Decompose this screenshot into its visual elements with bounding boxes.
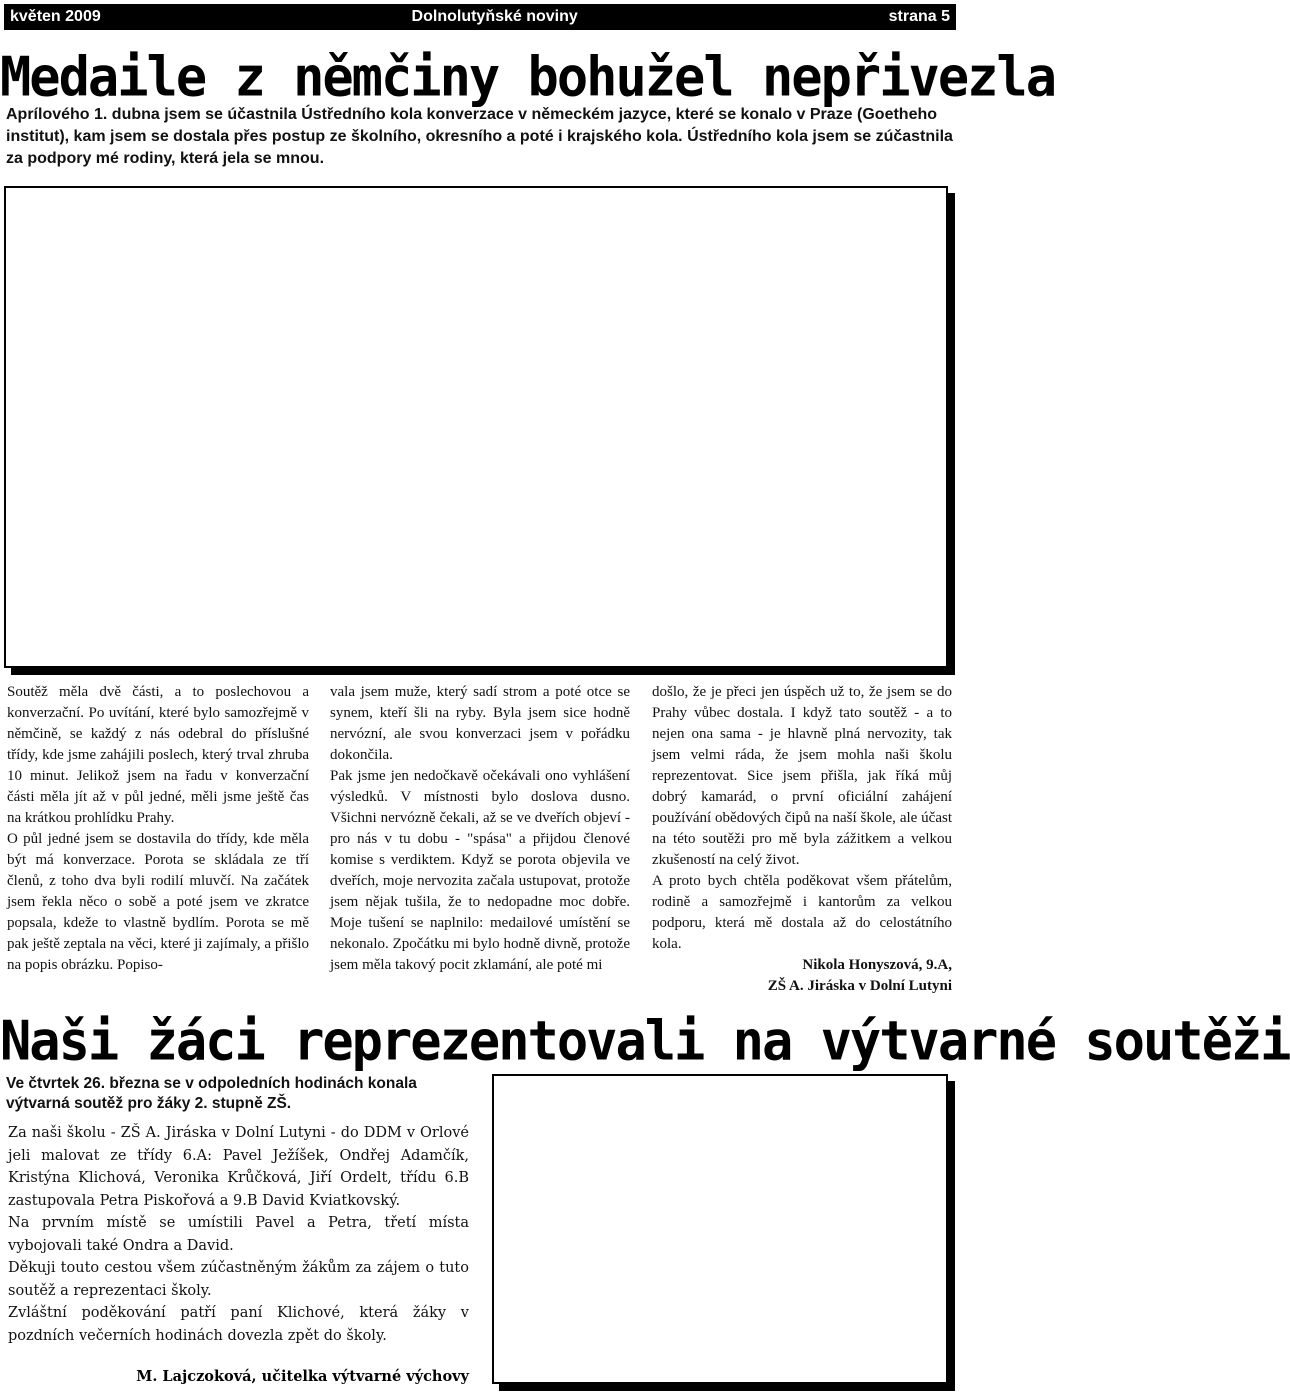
article2-headline: Naši žáci reprezentovali na výtvarné soutěži [0, 1010, 1290, 1073]
article1-author: Nikola Honyszová, 9.A, [802, 957, 952, 973]
newspaper-name: Dolnolutyňské noviny [411, 8, 578, 25]
article1-paragraph: Soutěž měla dvě části, a to poslechovou a konverzační. Po uvítání, které bylo samozřejmě v němčině, se každý z nás odebral do příslušné třídy, kde jsme zahájili poslech, který trval zhruba 10 minut. Jelikož jsem na řadu v konverzační části měla jít až v půl jedné, měli jsme ještě čas na krátkou prohlídku Prahy. [7, 684, 309, 826]
article2-lead: Ve čtvrtek 26. března se v odpoledních hodinách konala výtvarná soutěž pro žáky 2. stupně ZŠ. [6, 1075, 417, 1112]
article1-paragraph: došlo, že je přeci jen úspěch už to, že jsem se do Prahy vůbec dostala. I když tato soutěž - a to nejen ona sama - je hlavně plná nervozity, tak jsem velmi ráda, že jsem mohla naši školu reprezentovat. Sice jsem přišla, jak říká můj dobrý kamarád, o první oficiální zahájení používání obědových čipů na naší škole, ale účast na této soutěži pro mě byla zážitkem a velkou zkušeností na celý život. [652, 684, 952, 868]
article2-paragraph: Zvláštní poděkování patří paní Klichové, která žáky v pozdních večerních hodinách dovezla zpět do školy. [8, 1305, 469, 1344]
article1-paragraph: vala jsem muže, který sadí strom a poté otce se synem, kteří šli na ryby. Byla jsem sice hodně nervózní, ale svou konverzaci jsem v pořádku dokončila. [330, 684, 630, 763]
page-header-bar [4, 4, 956, 30]
article1-author-school: ZŠ A. Jiráska v Dolní Lutyni [767, 978, 952, 994]
article1-column-1 [7, 682, 309, 976]
article1-paragraph: A proto bych chtěla poděkovat všem přátelům, rodině a samozřejmě i kantorům za velkou podporu, která mě dostala až do celostátního kola. [652, 873, 952, 952]
page-number: strana 5 [888, 8, 950, 25]
article2-body [8, 1122, 469, 1347]
issue-date: květen 2009 [10, 8, 101, 25]
article1-headline: Medaile z němčiny bohužel nepřivezla [0, 46, 1056, 109]
article1-photo [4, 186, 948, 668]
article2-paragraph: Děkuji touto cestou všem zúčastněným žákům za zájem o tuto soutěž a reprezentaci školy. [8, 1260, 469, 1299]
article2-paragraph: Za naši školu - ZŠ A. Jiráska v Dolní Lutyni - do DDM v Orlové jeli malovat ze třídy 6.A: Pavel Ježíšek, Ondřej Adamčík, Kristýna Klichová, Veronika Krůčková, Jiří Ordelt, třídu 6.B zastupovala Petra Piskořová a 9.B David Kviatkovský. [8, 1125, 469, 1209]
article1-column-2 [330, 682, 630, 976]
article2-paragraph: Na prvním místě se umístili Pavel a Petra, třetí místa vybojovali také Ondra a David. [8, 1215, 469, 1254]
article2-photo [492, 1074, 948, 1384]
article1-paragraph: O půl jedné jsem se dostavila do třídy, kde měla být má konverzace. Porota se skládala ze tří členů, z toho dva byli rodilí mluvčí. Na začátek jsem řekla něco o sobě a poté jsem ve zkratce popsala, kdeže to vlastně bydlím. Porota se mě pak ještě zeptala na věci, které ji zajímaly, a přišlo na popis obrázku. Popiso- [7, 831, 309, 973]
article1-paragraph: Pak jsme jen nedočkavě očekávali ono vyhlášení výsledků. V místnosti bylo doslova dusno. Všichni nervózně čekali, až se ve dveřích objeví - pro nás v tu dobu - "spása" a přijdou členové komise s verdiktem. Když se porota objevila ve dveřích, moje nervozita začala ustupovat, protože jsem nějak tušila, že to nedopadne moc dobře. Moje tušení se naplnilo: medailové umístění se nekonalo. Zpočátku mi bylo hodně divně, protože jsem měla takový pocit zklamání, ale poté mi [330, 768, 630, 973]
article1-column-3 [652, 682, 952, 997]
article2-author: M. Lajczoková, učitelka výtvarné výchovy [136, 1368, 469, 1385]
article1-lead: Aprílového 1. dubna jsem se účastnila Ústředního kola konverzace v německém jazyce, které se konalo v Praze (Goetheho institut), kam jsem se dostala přes postup ze školního, okresního a poté i krajského kola. Ústředního kola jsem se zúčastnila za podpory mé rodiny, která jela se mnou. [6, 106, 953, 167]
